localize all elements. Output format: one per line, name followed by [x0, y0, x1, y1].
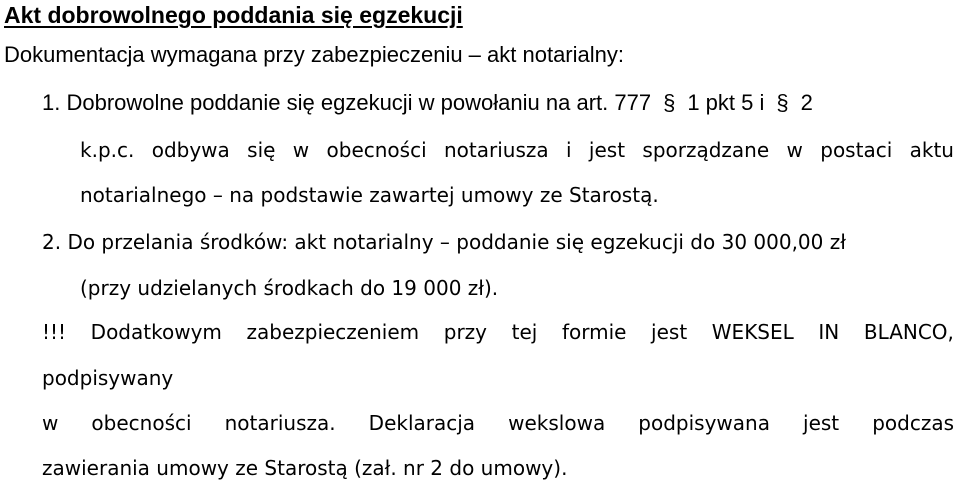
- word: obecności: [326, 138, 427, 162]
- word: !!!: [42, 320, 67, 344]
- word: w: [42, 411, 59, 435]
- word: się: [247, 138, 276, 162]
- note-line-4: zawierania umowy ze Starostą (zał. nr 2 do umowy).: [42, 456, 568, 480]
- word: przy: [443, 320, 488, 344]
- item-1-num: 2: [800, 90, 813, 115]
- item-2-line-1: 2. Do przelania środków: akt notarialny – poddanie się egzekucji do 30 000,00 zł: [42, 230, 846, 254]
- word: IN: [818, 320, 840, 344]
- item-1-pkt: 1 pkt 5 i: [687, 90, 765, 115]
- word: formie: [561, 320, 627, 344]
- word: notariusza: [444, 138, 549, 162]
- word: sporządzane: [642, 138, 770, 162]
- item-1-line-1: [42, 90, 813, 116]
- word: tej: [511, 320, 538, 344]
- word: jest: [803, 411, 840, 435]
- document-heading: Akt dobrowolnego poddania się egzekucji: [4, 2, 463, 28]
- paragraph-sign-icon: §: [776, 90, 789, 115]
- word: Deklaracja: [368, 411, 476, 435]
- word: k.p.c.: [80, 138, 135, 162]
- word: i: [566, 138, 572, 162]
- word: postaci: [820, 138, 893, 162]
- word: notariusza.: [224, 411, 336, 435]
- word: aktu: [909, 138, 954, 162]
- word: w: [292, 138, 310, 162]
- word: zabezpieczeniem: [246, 320, 420, 344]
- note-line-2: podpisywany: [42, 366, 174, 390]
- word: jest: [651, 320, 688, 344]
- word: Dodatkowym: [90, 320, 222, 344]
- item-1-line-2: [80, 137, 954, 163]
- item-1-lead: 1. Dobrowolne poddanie się egzekucji w powołaniu na art. 777: [42, 90, 652, 115]
- intro-text: Dokumentacja wymagana przy zabezpieczeniu – akt notarialny:: [4, 42, 624, 67]
- item-1-line-3: notarialnego – na podstawie zawartej umowy ze Starostą.: [80, 183, 659, 207]
- word: wekslowa: [508, 411, 606, 435]
- paragraph-sign-icon: §: [663, 90, 676, 115]
- word: BLANCO,: [863, 320, 954, 344]
- word: odbywa: [151, 138, 230, 162]
- word: obecności: [91, 411, 192, 435]
- word: podpisywana: [638, 411, 770, 435]
- word: WEKSEL: [711, 320, 794, 344]
- item-2-line-2: (przy udzielanych środkach do 19 000 zł).: [80, 276, 499, 300]
- note-line-3: [42, 410, 954, 436]
- word: w: [786, 138, 803, 162]
- word: podczas: [872, 411, 954, 435]
- note-line-1: [42, 319, 954, 345]
- word: jest: [588, 138, 626, 162]
